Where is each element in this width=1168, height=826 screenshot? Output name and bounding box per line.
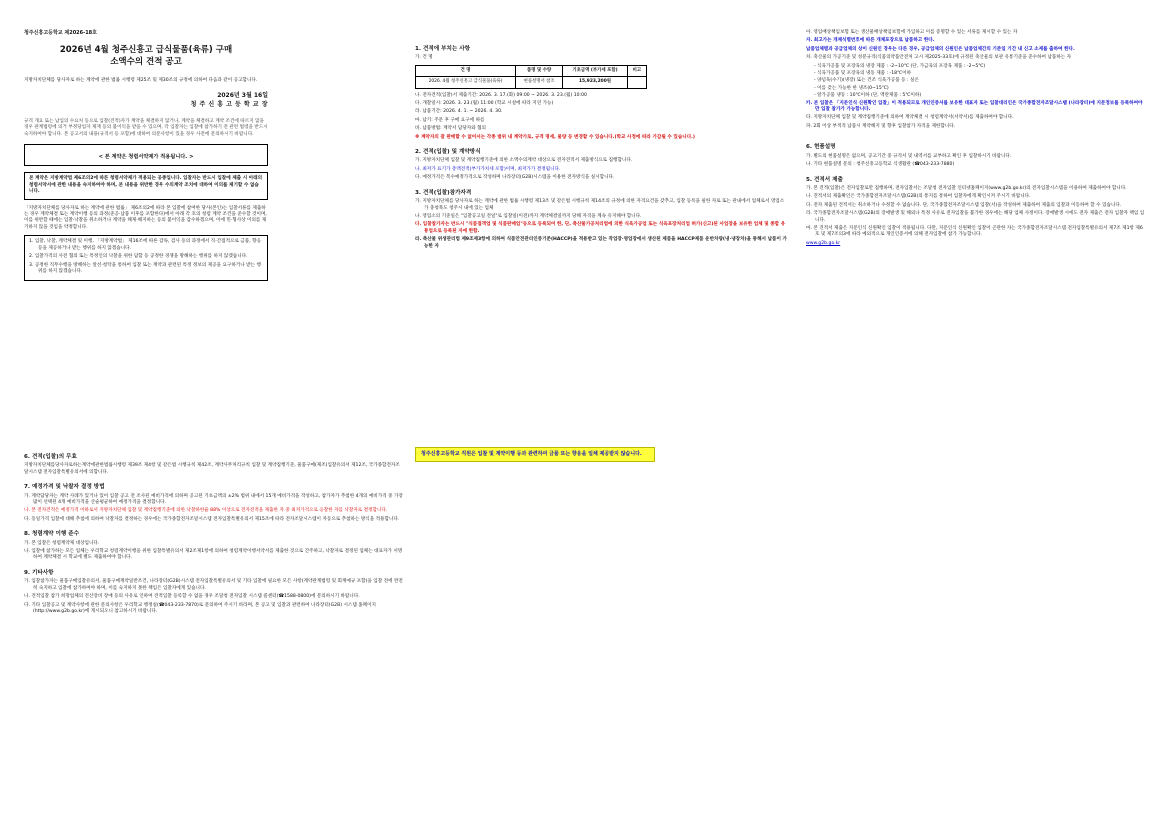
qualification-item: 카. 본 입찰은 「지문인식 신원확인 입찰」이 적용되므로 개인인증서를 보유한 대표자 또는 입찰대리인은 국가종합전자조달시스템 (나라장터)에 지문정보를 등록하여야만 입찰 참가가 가능합니다.	[806, 100, 1143, 113]
section-2-title: 2. 견적(입찰) 및 계약방식	[415, 149, 481, 156]
table-header: 건 명	[416, 65, 516, 76]
section-9-item: 다. 기타 입찰공고 및 계약사항에 관한 문의사항은 우리학교 행정실(☎043-233-7870)로 문의하여 주시기 바라며, 본 공고 및 입찰과 관련하여 나라장터(G2B) 시스템 홈페이지(http://www.g2b.go.kr)에 게시되오니 참고하시기 바랍니다.	[24, 602, 376, 614]
section-5-item: 다. 전자 제출된 견적서는 취소하거나 수정할 수 없습니다. 단, 국가종합전자조달시스템 입찰(서)을 작성하여 제출하여 제출의 입찰과 이동하여 할 수 있습니다.	[806, 202, 1122, 208]
item-table	[415, 65, 647, 89]
section-7-item: 가. 계약담당자는 계약 사례가 있거나 있어 입찰 공고 전 조사된 예비가격에 의하며 공고된 기초금액의 ±2% 범위 내에서 15개 예비가격을 작성하고, 참가자가 추첨한 4개의 예비가격 중 가장 많이 선택된 4개 예비가격을 산술평균하여 예정가격을 결정합니다.	[24, 493, 403, 506]
qualification-item: 파. 2회 이상 부적격 납품시 계약해지 및 향후 입찰참가 자격을 제한합니다.	[806, 123, 956, 129]
storage-sub-item: - 이를 갖는 가능한 한 냉조(0~15℃)	[814, 85, 889, 91]
page-title: 2026년 4월 청주신흥고 급식물품(육류) 구매	[59, 45, 233, 56]
g2b-link[interactable]: www.g2b.go.kr	[806, 240, 841, 246]
table-header: 비고	[627, 65, 646, 76]
storage-sub-item: - 양념육(수기)(냉장) 또는 건조 식육가공품 등 : 실온	[814, 78, 919, 84]
section-5-item: 라. 국가종합전자조달시스템(G2B)의 장애발생 및 해외나 특정 사유로 전자입찰을 불가한 경우에는 해당 업체 사정이다. 장애발생 시에도 전자 제출은 전자 입찰자 책임 입니다.	[806, 211, 1145, 223]
section-3-item: 나. 영업소의 기준일은 "입찰공고일 전일"로 입찰일(이전)까지 계약체결일까지 당해 자격을 계속 유지해야 합니다.	[415, 213, 642, 219]
section-9-item: 가. 입찰참가자는 물품구매입찰유의서, 물품구매계약일반조건, 나라장터(G2B)시스템 전자입찰특별유의서 및 기타 입찰에 필요한 모든 사항(계약관계법령 및 회계예규 포함)을 입찰 전에 완전히 숙지하고 입찰에 참가하여야 하며, 이를 숙지하지 못한 책임은 입찰자에게 있습니다.	[24, 579, 403, 591]
table-header: 품명 및 수량	[516, 65, 563, 76]
document-code: 청주신흥고등학교 제2026-18호	[24, 30, 97, 36]
qualification-item: 납품업체별과 공급업체의 상이 신원인 경우는 다른 경우, 공급업체의 신원인은 납품업체간의 기준일 기간 내 신고 소재를 출하여 한다.	[806, 46, 1075, 52]
section-2-item: 다. 예정가격은 복수예정가격으로 작성하며 나라장터(G2B)시스템을 이용한 전자방식을 실시합니다.	[415, 175, 615, 181]
no-gift-highlight: 청주신흥고등학교 직원은 입찰 및 계약이행 등과 관련하여 금품 또는 향응을 일체 제공받지 않습니다.	[415, 447, 655, 462]
section-7-item: 나. 본 전자견적은 예정가격 이하로서 지방자치단체 입찰 및 계약집행기준에 의한 낙찰하한율 88% 이상으로 전자견적을 제출한 자 중 최저가격으로 응찰한 자를 낙찰자로 결정합니다.	[24, 508, 388, 514]
integrity-item: 1. 입찰, 낙찰, 계약체결 및 이행, 「지방계약법」 제16조에 따른 감독, 검사 등의 과정에서 직·간접적으로 금품, 향응 등을 제공하거나 받는 행위를 하지 않겠습니다.	[29, 239, 262, 251]
section-8-item: 나. 입찰에 참가하는 모든 업체는 우리학교 청렴계약이행을 위한 입찰특별유의서 제2조제1항에 의하여 청렴계약이행서약서를 제출한 것으로 간주하고, 낙찰자로 결정된 업체는 대표자가 서명하여 계약체결 시 학교에 별도 제출하여야 합니다.	[24, 549, 403, 561]
section-2-item: 나. 최저가 표기가 총액견적(부가가치세 포함)이며, 최저가가 결정됩니다.	[415, 166, 561, 172]
section-6-item: 가. 별도의 현품설명은 없으며, 공고기간 중 규격서 및 내역서를 교부하고 확인 후 입찰하시기 바랍니다.	[806, 153, 1012, 159]
gray-notice: 규격 개요 또는 납입의 수요처 등으로 입찰(견적)자가 계약을 체결하지 않거나, 계약을 체결하고 계약 조건에 따르지 않을 경우 관계법령에 의거 부정당업자 제재 등의 불이익을 받을 수 있으며, 각 입찰자는 입찰에 참가하기 전 관련 법령을 반드시 숙지하여야 합니다. 본 공고서의 내용(규격서 등 포함)에 대하여 의문사항이 있을 경우 사전에 문의하시기 바랍니다.	[24, 118, 268, 137]
table-cell: 2026. 4월 청주신흥고 급식물품(육류)	[416, 77, 516, 88]
storage-sub-item: - 식육가공품 및 포장육의 냉동 제품 : -18℃이하	[814, 71, 912, 77]
section-1-item: 가. 건 명	[415, 55, 433, 61]
integrity-item: 3. 공정한 직무수행을 방해하는 알선·청탁을 통하여 입찰 또는 계약과 관련된 특정 정보의 제공을 요구하거나 받는 행위를 하지 않겠습니다.	[29, 262, 261, 274]
integrity-bold-text: 본 계약은 지방계약법 제6조의2에 따른 청렴서약제가 적용되는 공종입니다. 입찰자는 반드시 입찰에 제출 시 아래의 청렴서약서에 관한 내용을 숙지하여야 하며, 본 내용을 위반한 경우 수의계약 조치에 대하여 이의를 제기할 수 없습니다.	[29, 176, 263, 195]
table-row	[416, 77, 647, 88]
highlight-column	[415, 447, 655, 462]
section-3-item: 라. 축산물 위생관리법 제9조제3항에 의하여 식품안전관리인증기준(HACCP)을 적용받고 있는 작업장·영업장에서 생산된 제품을 HACCP제품 운반차량(냉·냉장차)을 통해서 납품이 가능한 자	[415, 237, 787, 249]
section-1-item: 바. 납품방법: 계약서 담당자와 협의	[415, 126, 486, 132]
section-5-item: 마. 본 견적서 제출은 지문인식 신원확인 입찰이 적용됩니다. 다만, 지문인식 신원확인 입찰이 곤란한 자는 국가종합전자조달시스템 전자입찰특별유의서 제7조 제1항 제6호 및 제7조의3에 따라 예외적으로 개인인증서에 의해 전자입찰에 참가 가능합니다.	[806, 225, 1143, 238]
integrity-pledge-box	[24, 144, 268, 166]
qualification-item: 차. 축산물의 가공기준 및 성분규격(식품의약품안전처 고시 제2025-33호)에 규정된 축산물의 보관 유통기준을 준수하여 납품하는 자	[806, 55, 1072, 61]
section-1-item: 마. 납기: 주문 후 구매 요구에 따름	[415, 117, 485, 123]
section-9-item: 나. 견적입찰 참가 희망업체의 전산장비 장애 등의 사유로 인하여 견적입찰 등록할 수 없을 경우 조달청 전자입찰 시스템 콜센터(☎1588-0800)에 문의하시기 바랍니다.	[24, 594, 360, 600]
qualification-item: 자. 최고가는 개체식별번호에 따른 개체포장으로 납품하고 한다.	[806, 38, 935, 44]
lower-left-column	[24, 446, 404, 617]
right-section-column	[806, 30, 1146, 249]
table-cell: 15,923,200원	[563, 77, 628, 88]
section-1-item: 라. 납품기간: 2026. 4. 1. ~ 2026. 4. 30.	[415, 109, 503, 115]
table-header-row	[416, 65, 647, 76]
section-3-item: 가. 지방자치단체를 당사자로 하는 계약에 관한 법률 시행령 제13조 및 같은법 시행규칙 제14조의 규정에 의한 자격요건을 갖추고, 입찰 등록을 필한 자로 또는 관내에서 업체로서 영업소가 충청북도 청주시 내에 있는 업체	[415, 199, 785, 211]
integrity-notice-box	[24, 172, 268, 199]
section-invalid-text: 지방자치단체를당사자로하는계약에관한법률시행령 제39조 제4항 및 같은법 시행규칙 제42조, 계약사무처리규칙 입찰 및 계약집행기준, 물품구매(제조)입찰유의서 제12조, 국가종합전자조달시스템 전자입찰특별유의서에 의합니다.	[24, 463, 400, 475]
section-8-title: 8. 청렴계약 이행 준수	[24, 531, 80, 538]
table-cell	[627, 77, 646, 88]
section-5-item: 가. 본 견적(입찰)은 전자입찰로만 집행하며, 전자입찰서는 조달청 전자입찰 인터넷홈페이지(www.g2b.go.kr)의 전자입찰시스템을 이용하여 제출하여야 합니다.	[806, 185, 1127, 191]
section-6-title: 6. 현품설명	[806, 144, 836, 151]
announcement-header-column	[24, 30, 268, 287]
section-5-item: 나. 견적서의 제출확인은 국가종합전자조달시스템(G2B)의 통지를 통하여 입찰자에게 확인시켜 주시기 바랍니다.	[806, 194, 1031, 200]
announcement-date: 2026년 3월 16일	[217, 91, 268, 99]
table-header: 기초금액 (부가세 포함)	[563, 65, 628, 76]
section-1-title: 1. 견적에 부치는 사항	[415, 46, 471, 52]
integrity-paragraph: 「지방자치단체를 당사자로 하는 계약에 관한 법률」 제6조의2에 따라 본 입찰에 참여한 당사(본인)는 입찰서류를 제출하는 경우 계약체결 또는 계약이행 등의 과정(준공·납품 이후를 포함한다)에서 아래 각 호의 청렴 계약 조건을 준수할 것이며, 이를 위반할 때에는 입찰·낙찰을 취소하거나 계약을 해제·해지하는 등의 불이익을 감수하겠으며, 이에 민·형사상 이의를 제기하지 않을 것임을 약정합니다.	[24, 205, 267, 230]
section-7-item: 다. 동일가격 입찰에 대해 추첨에 의하여 낙찰자를 결정하는 경우에는 국가종합전자조달시스템 전자입찰특별유의서 제15조에 따라 전자조달시스템이 자동으로 추첨하는 방식을 적용합니다.	[24, 516, 400, 522]
integrity-items-box	[24, 235, 268, 281]
integrity-item: 2. 입찰가격의 사전 협의 또는 특정인의 낙찰을 위한 담합 등 공정한 경쟁을 방해하는 행위를 하지 않겠습니다.	[29, 254, 248, 260]
page-subtitle: 소액수의 견적 공고	[110, 57, 182, 68]
section-3-item: 다. 입찰참가자는 반드시 "식품접객업 및 식품판매업"등으로 등록되어 한, 단, 축산물가공처리법에 의한 식육가공업 또는 식육포장처리업 허가(신고)된 사업장을 보유한 업체 및 종합 유통업으로 등록된 자에 한함.	[415, 222, 786, 234]
section-9-title: 9. 기타사항	[24, 569, 54, 576]
section-3-title: 3. 견적(입찰)참가자격	[415, 189, 472, 196]
section-6-item: 나. 기타 현품설명 문의 : 청주신흥고등학교 식생활관 (☎043-233-7880)	[806, 162, 955, 168]
section-5-title: 5. 견적서 제출	[806, 176, 843, 183]
section-8-item: 가. 본 입찰은 청렴계약제 대상입니다.	[24, 540, 100, 546]
main-section-column	[415, 38, 787, 252]
qualification-item: 타. 지방자치단체 입찰 및 계약집행기준에 의하여 계약체결 시 청렴계약서(서약서)를 제출하여야 합니다.	[806, 115, 1014, 121]
intro-paragraph: 지방자치단체를 당사자로 하는 계약에 관한 법률 시행령 제25조 및 제30조의 규정에 의하여 다음과 같이 공고합니다.	[24, 78, 258, 84]
table-cell: 현품설명서 참조	[516, 77, 563, 88]
red-warning-note: ※ 계약자의 잘 판매할 수 없어서는 각종 범위 내 계약가로, 규격 명세, 물량 등 변경할 수 있습니다.(학교 사정에 따라 가감될 수 있습니다.)	[415, 134, 695, 140]
section-2-item: 가. 지방자치단체 입찰 및 계약집행기준에 의한 소액수의계약 대상으로 전자견적서 제출방식으로 집행합니다.	[415, 158, 633, 164]
school-name: 청 주 신 흥 고 등 학 교 장	[190, 100, 268, 108]
section-1-item: 다. 개찰일시: 2026. 3. 23.(월) 11:00 (학교 시설에 따라 지연 가능)	[415, 101, 554, 107]
section-invalid-title: 6. 견적(입찰)의 무효	[24, 454, 77, 460]
qualification-item: 아. 영업배상책임보험 또는 생산물배상책임보험에 가입하고 이를 증명할 수 있는 서류를 제시할 수 있는 자	[806, 30, 1018, 35]
integrity-box-title: < 본 계약은 청렴서약제가 적용됩니다. >	[98, 154, 194, 161]
section-1-item: 나. 전자견적(입찰)서 제출기간: 2026. 3. 17.(화) 09:00 ~ 2026. 3. 23.(월) 10:00	[415, 92, 587, 98]
storage-sub-item: - 식육가공품 및 포장육의 냉장 제품 : -2~10℃ (단, 가금육의 포장육 제품 : -2~5℃)	[814, 63, 986, 69]
section-7-title: 7. 예정가격 및 낙찰자 결정 방법	[24, 484, 105, 491]
storage-sub-item: - 알가공품 냉동 : 10℃이하 (단, 액란제품 : 5℃이하)	[814, 93, 922, 99]
